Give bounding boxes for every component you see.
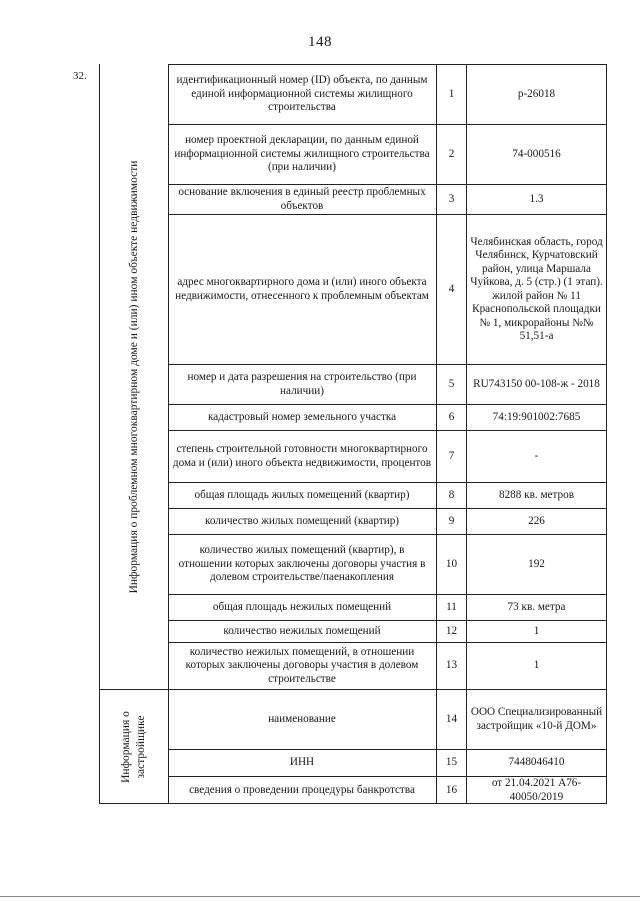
row-label: ИНН: [289, 756, 315, 769]
row-num: 1: [448, 87, 455, 100]
row-value: 1: [533, 659, 540, 672]
table-line: [168, 214, 607, 215]
table-line: [168, 124, 607, 125]
row-number: 32.: [73, 70, 87, 82]
section-object-header: Информация о проблемном многоквартирном доме и (или) ином объекте недвижимости: [128, 160, 140, 594]
page-number: 148: [308, 34, 332, 50]
table-line: [168, 364, 607, 365]
row-label: количество нежилых помещений, в отношении которых заключены договоры участия в долевом строительстве: [185, 645, 419, 685]
row-num: 11: [446, 600, 457, 613]
row-value: RU743150 00-108-ж - 2018: [473, 377, 600, 390]
row-value: 73 кв. метра: [507, 600, 566, 613]
row-value: 1.3: [529, 192, 544, 205]
row-value: 74:19:901002:7685: [492, 410, 581, 423]
row-num: 16: [445, 783, 458, 796]
row-num: 10: [445, 557, 458, 570]
table-line: [168, 749, 607, 750]
table-line: [99, 64, 100, 804]
row-value: р-26018: [517, 87, 556, 100]
row-num: 14: [445, 712, 458, 725]
table-line: [168, 594, 607, 595]
table-line: [168, 482, 607, 483]
table-line: [168, 404, 607, 405]
page-bottom-edge: [0, 896, 640, 897]
row-num: 2: [448, 147, 455, 160]
row-value: 1: [533, 624, 540, 637]
row-label: сведения о проведении процедуры банкротства: [189, 783, 415, 796]
row-value: Челябинская область, город Челябинск, Курчатовский район, улица Маршала Чуйкова, д. 5 (стр.) (1 этап). жилой район № 11 Краснопольской площадки № 1, микрорайоны №№ 51,51-а: [470, 235, 603, 342]
row-value: 7448046410: [508, 756, 565, 769]
row-num: 3: [448, 192, 455, 205]
table-line: [168, 508, 607, 509]
table-line: [168, 64, 169, 804]
row-label: кадастровый номер земельного участка: [207, 410, 397, 423]
row-value: -: [534, 449, 539, 462]
row-num: 8: [448, 488, 455, 501]
row-num: 13: [445, 659, 458, 672]
row-num: 5: [448, 377, 455, 390]
row-label: наименование: [268, 712, 336, 725]
document-table: [73, 64, 607, 804]
row-label: основание включения в единый реестр проблемных объектов: [178, 186, 426, 212]
row-label: номер и дата разрешения на строительство (при наличии): [187, 371, 417, 397]
row-num: 9: [448, 514, 455, 527]
row-value: 192: [528, 557, 545, 570]
row-label: идентификационный номер (ID) объекта, по данным единой информационной системы жилищного строительства: [176, 74, 428, 114]
row-label: количество жилых помещений (квартир): [204, 514, 400, 527]
row-value: ООО Специализированный застройщик «10-й ДОМ»: [470, 706, 603, 732]
row-label: номер проектной декларации, по данным единой информационной системы жилищного строительства (при наличии): [174, 134, 430, 174]
table-line: [168, 430, 607, 431]
row-label: степень строительной готовности многоквартирного дома и (или) иного объекта недвижимости, процентов: [172, 443, 432, 469]
row-num: 15: [445, 756, 458, 769]
table-line: [168, 184, 607, 185]
row-num: 4: [448, 282, 455, 295]
row-value: от 21.04.2021 А76-40050/2019: [491, 777, 582, 803]
row-label: общая площадь нежилых помещений: [212, 600, 392, 613]
table-line: [168, 64, 607, 65]
table-line: [99, 689, 607, 690]
table-line: [466, 64, 467, 804]
row-value: 8288 кв. метров: [498, 488, 575, 501]
table-line: [168, 620, 607, 621]
section-developer-header: Информация о застройщике: [120, 711, 147, 783]
row-num: 7: [448, 449, 455, 462]
row-label: количество нежилых помещений: [223, 624, 381, 637]
row-num: 6: [448, 410, 455, 423]
row-label: общая площадь жилых помещений (квартир): [194, 488, 410, 501]
row-value: 226: [528, 514, 545, 527]
table-line: [168, 642, 607, 643]
table-line: [168, 534, 607, 535]
row-label: количество жилых помещений (квартир), в отношении которых заключены договоры участия в долевом строительстве/паенакопления: [178, 544, 426, 584]
row-num: 12: [445, 624, 458, 637]
table-line: [606, 64, 607, 804]
row-value: 74-000516: [512, 147, 561, 160]
row-label: адрес многоквартирного дома и (или) иного объекта недвижимости, отнесенного к проблемным объектам: [175, 276, 429, 302]
